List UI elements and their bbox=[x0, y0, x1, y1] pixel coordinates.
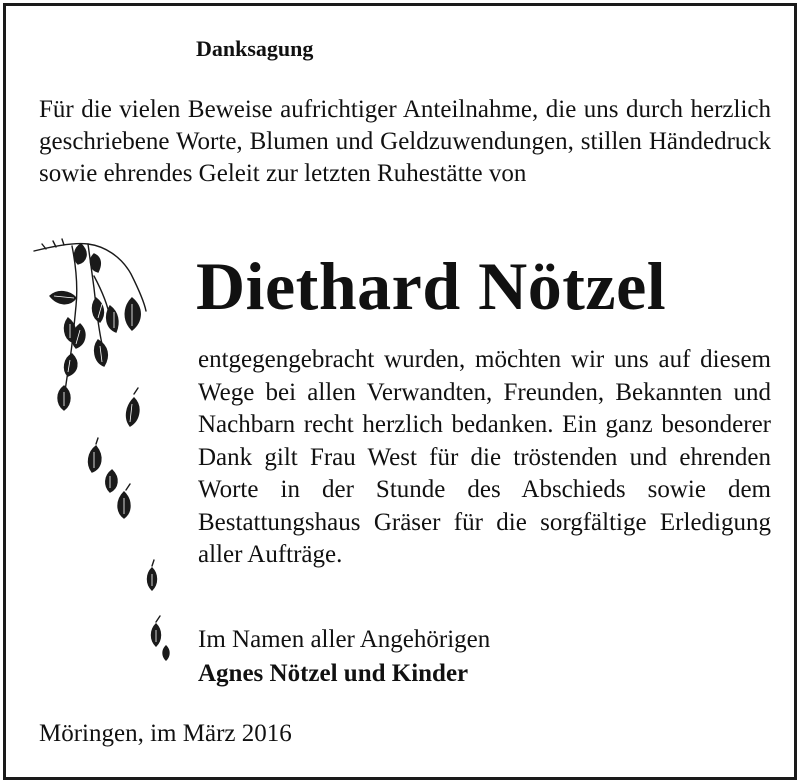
signature-names: Agnes Nötzel und Kinder bbox=[198, 660, 469, 687]
signature-line: Im Namen aller Angehörigen bbox=[198, 626, 491, 653]
notice-heading: Danksagung bbox=[196, 36, 314, 61]
deceased-name: Diethard Nötzel bbox=[196, 248, 667, 324]
place-date: Möringen, im März 2016 bbox=[39, 720, 292, 747]
obituary-notice bbox=[3, 3, 797, 780]
intro-paragraph: Für die vielen Beweise aufrichtiger Anteilnahme, die uns durch herzlich geschriebene Worte, Blumen und Geldzuwendungen, stillen Händedruck sowie ehrendes Geleit zur letzten Ruhestätte von bbox=[39, 96, 771, 187]
thanks-paragraph: entgegengebracht wurden, möchten wir uns auf diesem Wege bei allen Verwandten, Freunden, Bekannten und Nachbarn recht herzlich bedanken. Ein ganz besonderer Dank gilt Frau West für die tröstenden und ehrenden Worte in der Stunde des Abschieds sowie dem Bestattungshaus Gräser für die sorgfältige Erledigung aller Aufträge. bbox=[198, 346, 771, 568]
